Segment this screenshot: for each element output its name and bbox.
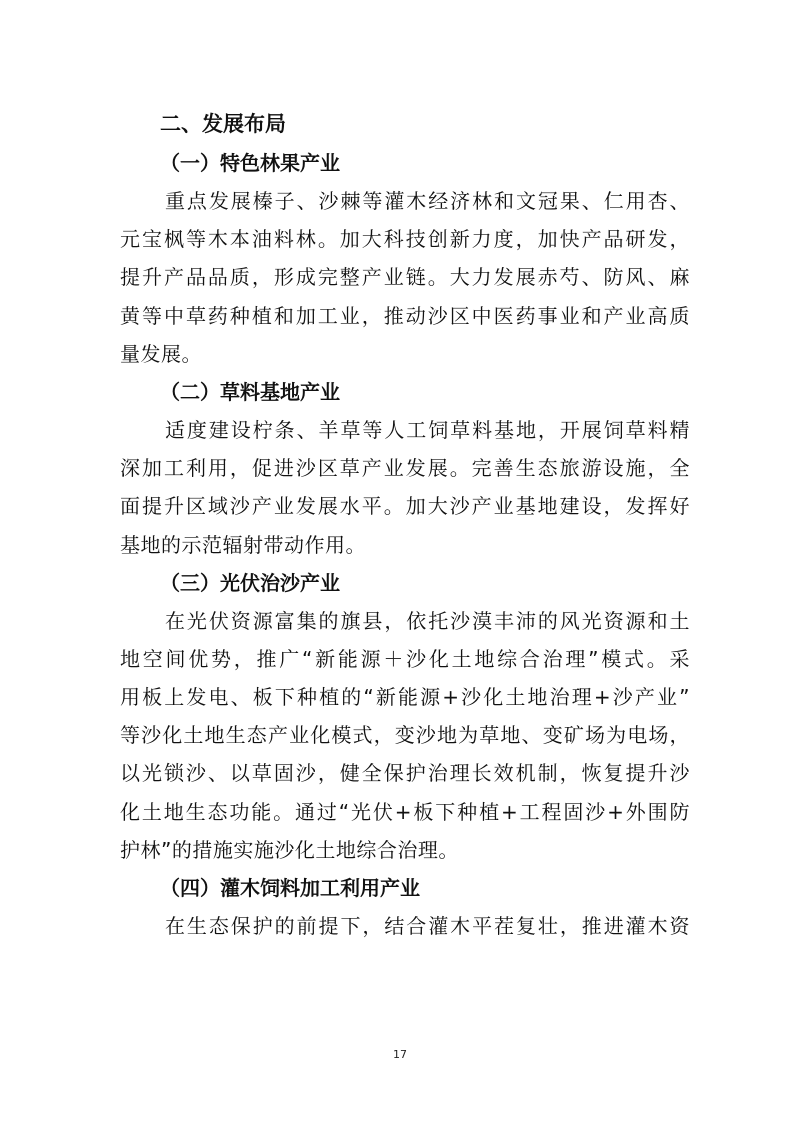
paragraph-line: 等沙化土地生态产业化模式，变沙地为草地、变矿场为电场， [120, 723, 690, 748]
paragraph-line: 适度建设柠条、羊草等人工饲草料基地，开展饲草料精 [165, 417, 690, 442]
paragraph [120, 182, 690, 373]
paragraph-line: 在生态保护的前提下，结合灌木平茬复壮，推进灌木资 [165, 914, 690, 938]
paragraph-line: 以光锁沙、以草固沙，健全保护治理长效机制，恢复提升沙 [120, 761, 690, 786]
paragraph [120, 411, 690, 564]
paragraph-line: 用板上发电、板下种植的“新能源+沙化土地治理+沙产业” [120, 685, 690, 710]
paragraph-line: 黄等中草药种植和加工业，推动沙区中医药事业和产业高质 [120, 303, 690, 328]
paragraph-line: 在光伏资源富集的旗县，依托沙漠丰沛的风光资源和土 [165, 608, 690, 633]
subsection-heading: （二）草料基地产业 [160, 379, 340, 404]
page-number: 17 [393, 1048, 407, 1061]
document-body [120, 104, 690, 945]
paragraph-line: 化土地生态功能。通过“光伏+板下种植+工程固沙+外围防 [120, 799, 690, 824]
subsection-heading: （一）特色林果产业 [160, 151, 340, 175]
section-title: 二、发展布局 [160, 112, 286, 136]
paragraph-line: 护林”的措施实施沙化土地综合治理。 [120, 837, 459, 862]
paragraph [120, 907, 690, 945]
paragraph-line: 提升产品品质，形成完整产业链。大力发展赤芍、防风、麻 [120, 265, 690, 290]
paragraph-line: 地空间优势，推广“新能源＋沙化土地综合治理”模式。采 [120, 646, 690, 671]
paragraph-line: 面提升区域沙产业发展水平。加大沙产业基地建设，发挥好 [120, 494, 690, 519]
paragraph [120, 602, 690, 869]
paragraph-line: 重点发展榛子、沙棘等灌木经济林和文冠果、仁用杏、 [165, 189, 690, 213]
subsection-heading: （三）光伏治沙产业 [160, 570, 340, 595]
paragraph-line: 深加工利用，促进沙区草产业发展。完善生态旅游设施，全 [120, 456, 690, 481]
paragraph-line: 量发展。 [120, 341, 202, 366]
paragraph-line: 基地的示范辐射带动作用。 [120, 532, 366, 557]
subsection-heading: （四）灌木饲料加工利用产业 [160, 876, 420, 900]
paragraph-line: 元宝枫等木本油料林。加大科技创新力度，加快产品研发， [120, 227, 690, 252]
